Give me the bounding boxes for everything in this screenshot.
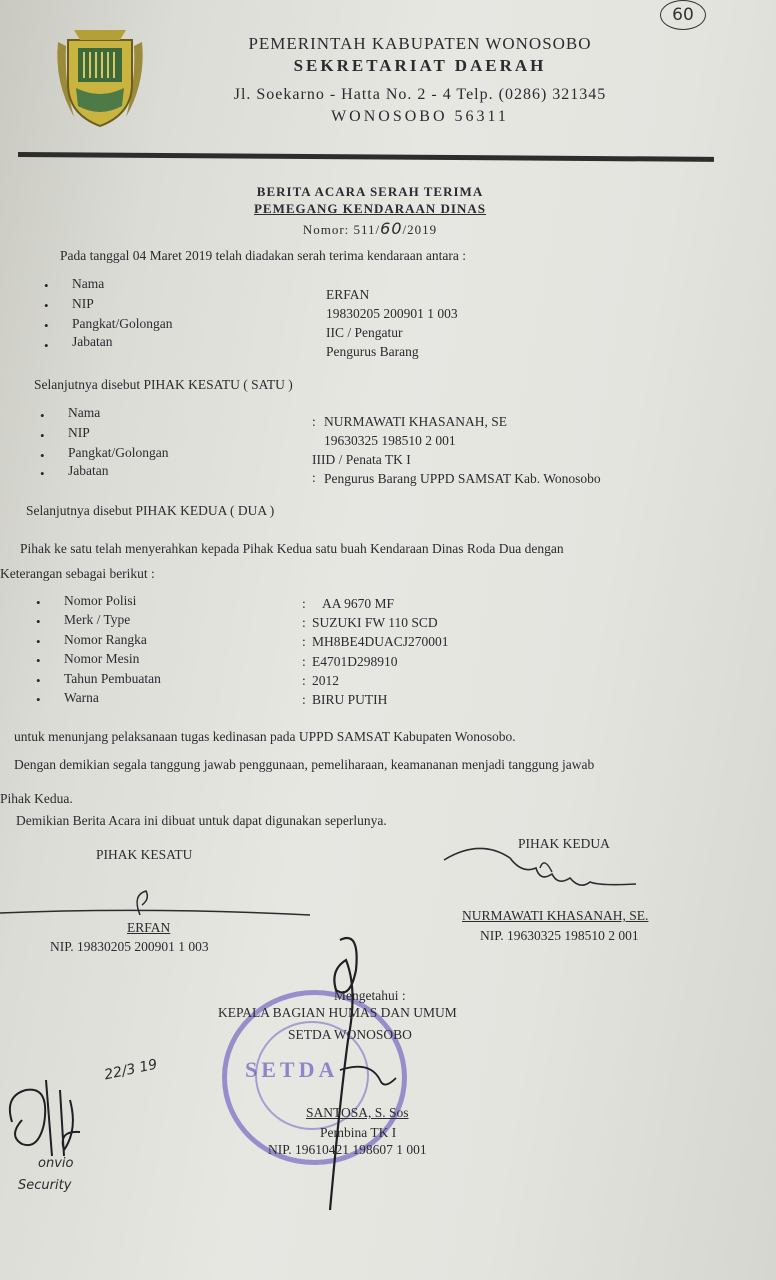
acknowledger-org: KEPALA BAGIAN HUMAS DAN UMUM xyxy=(218,1005,457,1020)
vehicle-label-color: Warna xyxy=(64,690,99,705)
party2-value-position: Pengurus Barang UPPD SAMSAT Kab. Wonosobo xyxy=(324,471,601,486)
handover-text: Pihak ke satu telah menyerahkan kepada Pihak Kedua satu buah Kendaraan Dinas Roda Dua dengan xyxy=(20,541,564,556)
vehicle-colon: : xyxy=(302,634,306,649)
vehicle-bullet: • xyxy=(36,634,41,649)
party1-label-nip: NIP xyxy=(72,296,94,311)
party2-value-name: NURMAWATI KHASANAH, SE xyxy=(324,414,508,429)
page-number: 60 xyxy=(660,0,706,30)
document-number xyxy=(210,219,530,238)
party1-label-name: Nama xyxy=(72,276,105,291)
vehicle-label-engine: Nomor Mesin xyxy=(64,651,140,666)
party1-signature-icon xyxy=(0,885,320,925)
document-number-handwritten: 60 xyxy=(380,219,403,238)
party2-label-name: Nama xyxy=(68,405,101,420)
letterhead-government: PEMERINTAH KABUPATEN WONOSOBO xyxy=(248,34,592,53)
vehicle-colon: : xyxy=(302,596,306,611)
vehicle-value-engine: E4701D298910 xyxy=(312,654,398,669)
vehicle-value-year: 2012 xyxy=(312,673,339,688)
vehicle-label-year: Tahun Pembuatan xyxy=(64,671,161,686)
party2-label-nip: NIP xyxy=(68,425,90,440)
letterhead-city: WONOSOBO 56311 xyxy=(331,108,509,125)
party2-signature-icon xyxy=(440,838,660,898)
vehicle-label-brand: Merk / Type xyxy=(64,612,131,627)
vehicle-colon: : xyxy=(302,615,306,630)
regency-logo-icon xyxy=(44,22,156,134)
party2-bullet: • xyxy=(40,466,45,481)
party1-bullet: • xyxy=(44,338,49,353)
closing-text: Demikian Berita Acara ini dibuat untuk dapat digunakan seperlunya. xyxy=(16,813,387,828)
party2-bullet: • xyxy=(40,448,45,463)
handwritten-note-2: Security xyxy=(18,1178,72,1193)
party2-colon: : xyxy=(312,414,316,429)
party2-sign-role: PIHAK KEDUA xyxy=(518,836,610,851)
handwritten-initials-icon xyxy=(0,1060,110,1170)
vehicle-bullet: • xyxy=(36,595,41,610)
party2-label-rank: Pangkat/Golongan xyxy=(68,445,169,460)
vehicle-value-plate: AA 9670 MF xyxy=(322,596,395,611)
intro-text: Pada tanggal 04 Maret 2019 telah diadakan serah terima kendaraan antara : xyxy=(60,248,466,263)
party1-bullet: • xyxy=(44,278,49,293)
document-title: BERITA ACARA SERAH TERIMA xyxy=(256,184,484,199)
purpose-text: untuk menunjang pelaksanaan tugas kedinasan pada UPPD SAMSAT Kabupaten Wonosobo. xyxy=(14,729,516,744)
vehicle-colon: : xyxy=(302,692,306,707)
party1-label-rank: Pangkat/Golongan xyxy=(72,316,173,331)
stamp-text: SETDA xyxy=(245,1057,339,1082)
vehicle-label-chassis: Nomor Rangka xyxy=(64,632,147,647)
vehicle-value-brand: SUZUKI FW 110 SCD xyxy=(312,615,438,630)
acknowledger-rank: Pembina TK I xyxy=(320,1125,397,1140)
vehicle-bullet: • xyxy=(36,673,41,688)
party1-sign-nip: NIP. 19830205 200901 1 003 xyxy=(50,939,209,954)
acknowledger-signature-icon xyxy=(300,930,410,1220)
vehicle-colon: : xyxy=(302,654,306,669)
handover-text-cont: Keterangan sebagai berikut : xyxy=(0,566,155,581)
vehicle-bullet: • xyxy=(36,614,41,629)
party2-caption: Selanjutnya disebut PIHAK KEDUA ( DUA ) xyxy=(26,503,275,518)
party1-bullet: • xyxy=(44,298,49,313)
letterhead-address: Jl. Soekarno - Hatta No. 2 - 4 Telp. (0286) 321345 xyxy=(233,86,607,103)
party2-value-nip: 19630325 198510 2 001 xyxy=(324,433,456,448)
party2-value-rank: IIID / Penata TK I xyxy=(312,452,411,467)
party1-sign-role: PIHAK KESATU xyxy=(96,847,193,862)
party2-label-position: Jabatan xyxy=(68,463,109,478)
responsibility-text: Dengan demikian segala tanggung jawab penggunaan, pemeliharaan, keamananan menjadi tanggung jawab xyxy=(14,757,595,772)
party1-label-position: Jabatan xyxy=(72,334,113,349)
vehicle-colon: : xyxy=(302,673,306,688)
party2-sign-nip: NIP. 19630325 198510 2 001 xyxy=(480,928,639,943)
acknowledger-org-2: SETDA WONOSOBO xyxy=(288,1027,412,1042)
party1-caption: Selanjutnya disebut PIHAK KESATU ( SATU ) xyxy=(34,377,293,392)
acknowledged-label: Mengetahui : xyxy=(334,988,406,1003)
letterhead-divider xyxy=(18,152,714,162)
document-number-suffix: /2019 xyxy=(402,222,438,237)
party1-value-nip: 19830205 200901 1 003 xyxy=(326,306,458,321)
vehicle-value-color: BIRU PUTIH xyxy=(312,692,388,707)
acknowledger-name: SANTOSA, S. Sos xyxy=(306,1105,409,1120)
party1-value-name: ERFAN xyxy=(326,287,370,302)
vehicle-value-chassis: MH8BE4DUACJ270001 xyxy=(312,634,449,649)
letterhead-secretariat: SEKRETARIAT DAERAH xyxy=(293,56,547,75)
vehicle-bullet: • xyxy=(36,692,41,707)
party1-value-rank: IIC / Pengatur xyxy=(326,325,403,340)
document-number-prefix: Nomor: 511/ xyxy=(302,222,381,237)
party2-colon: : xyxy=(312,470,316,485)
party1-bullet: • xyxy=(44,318,49,333)
party1-value-position: Pengurus Barang xyxy=(326,344,419,359)
party1-sign-name: ERFAN xyxy=(127,920,171,935)
party2-sign-name: NURMAWATI KHASANAH, SE. xyxy=(462,908,649,923)
acknowledger-nip: NIP. 19610421 198607 1 001 xyxy=(268,1142,427,1157)
handwritten-note-1: onvio xyxy=(38,1156,74,1171)
vehicle-bullet: • xyxy=(36,653,41,668)
party2-bullet: • xyxy=(40,428,45,443)
responsibility-text-cont: Pihak Kedua. xyxy=(0,791,73,806)
document-subtitle: PEMEGANG KENDARAAN DINAS xyxy=(253,201,486,216)
vehicle-label-plate: Nomor Polisi xyxy=(64,593,137,608)
party2-bullet: • xyxy=(40,408,45,423)
handwritten-date: 22/3 19 xyxy=(102,1056,159,1084)
